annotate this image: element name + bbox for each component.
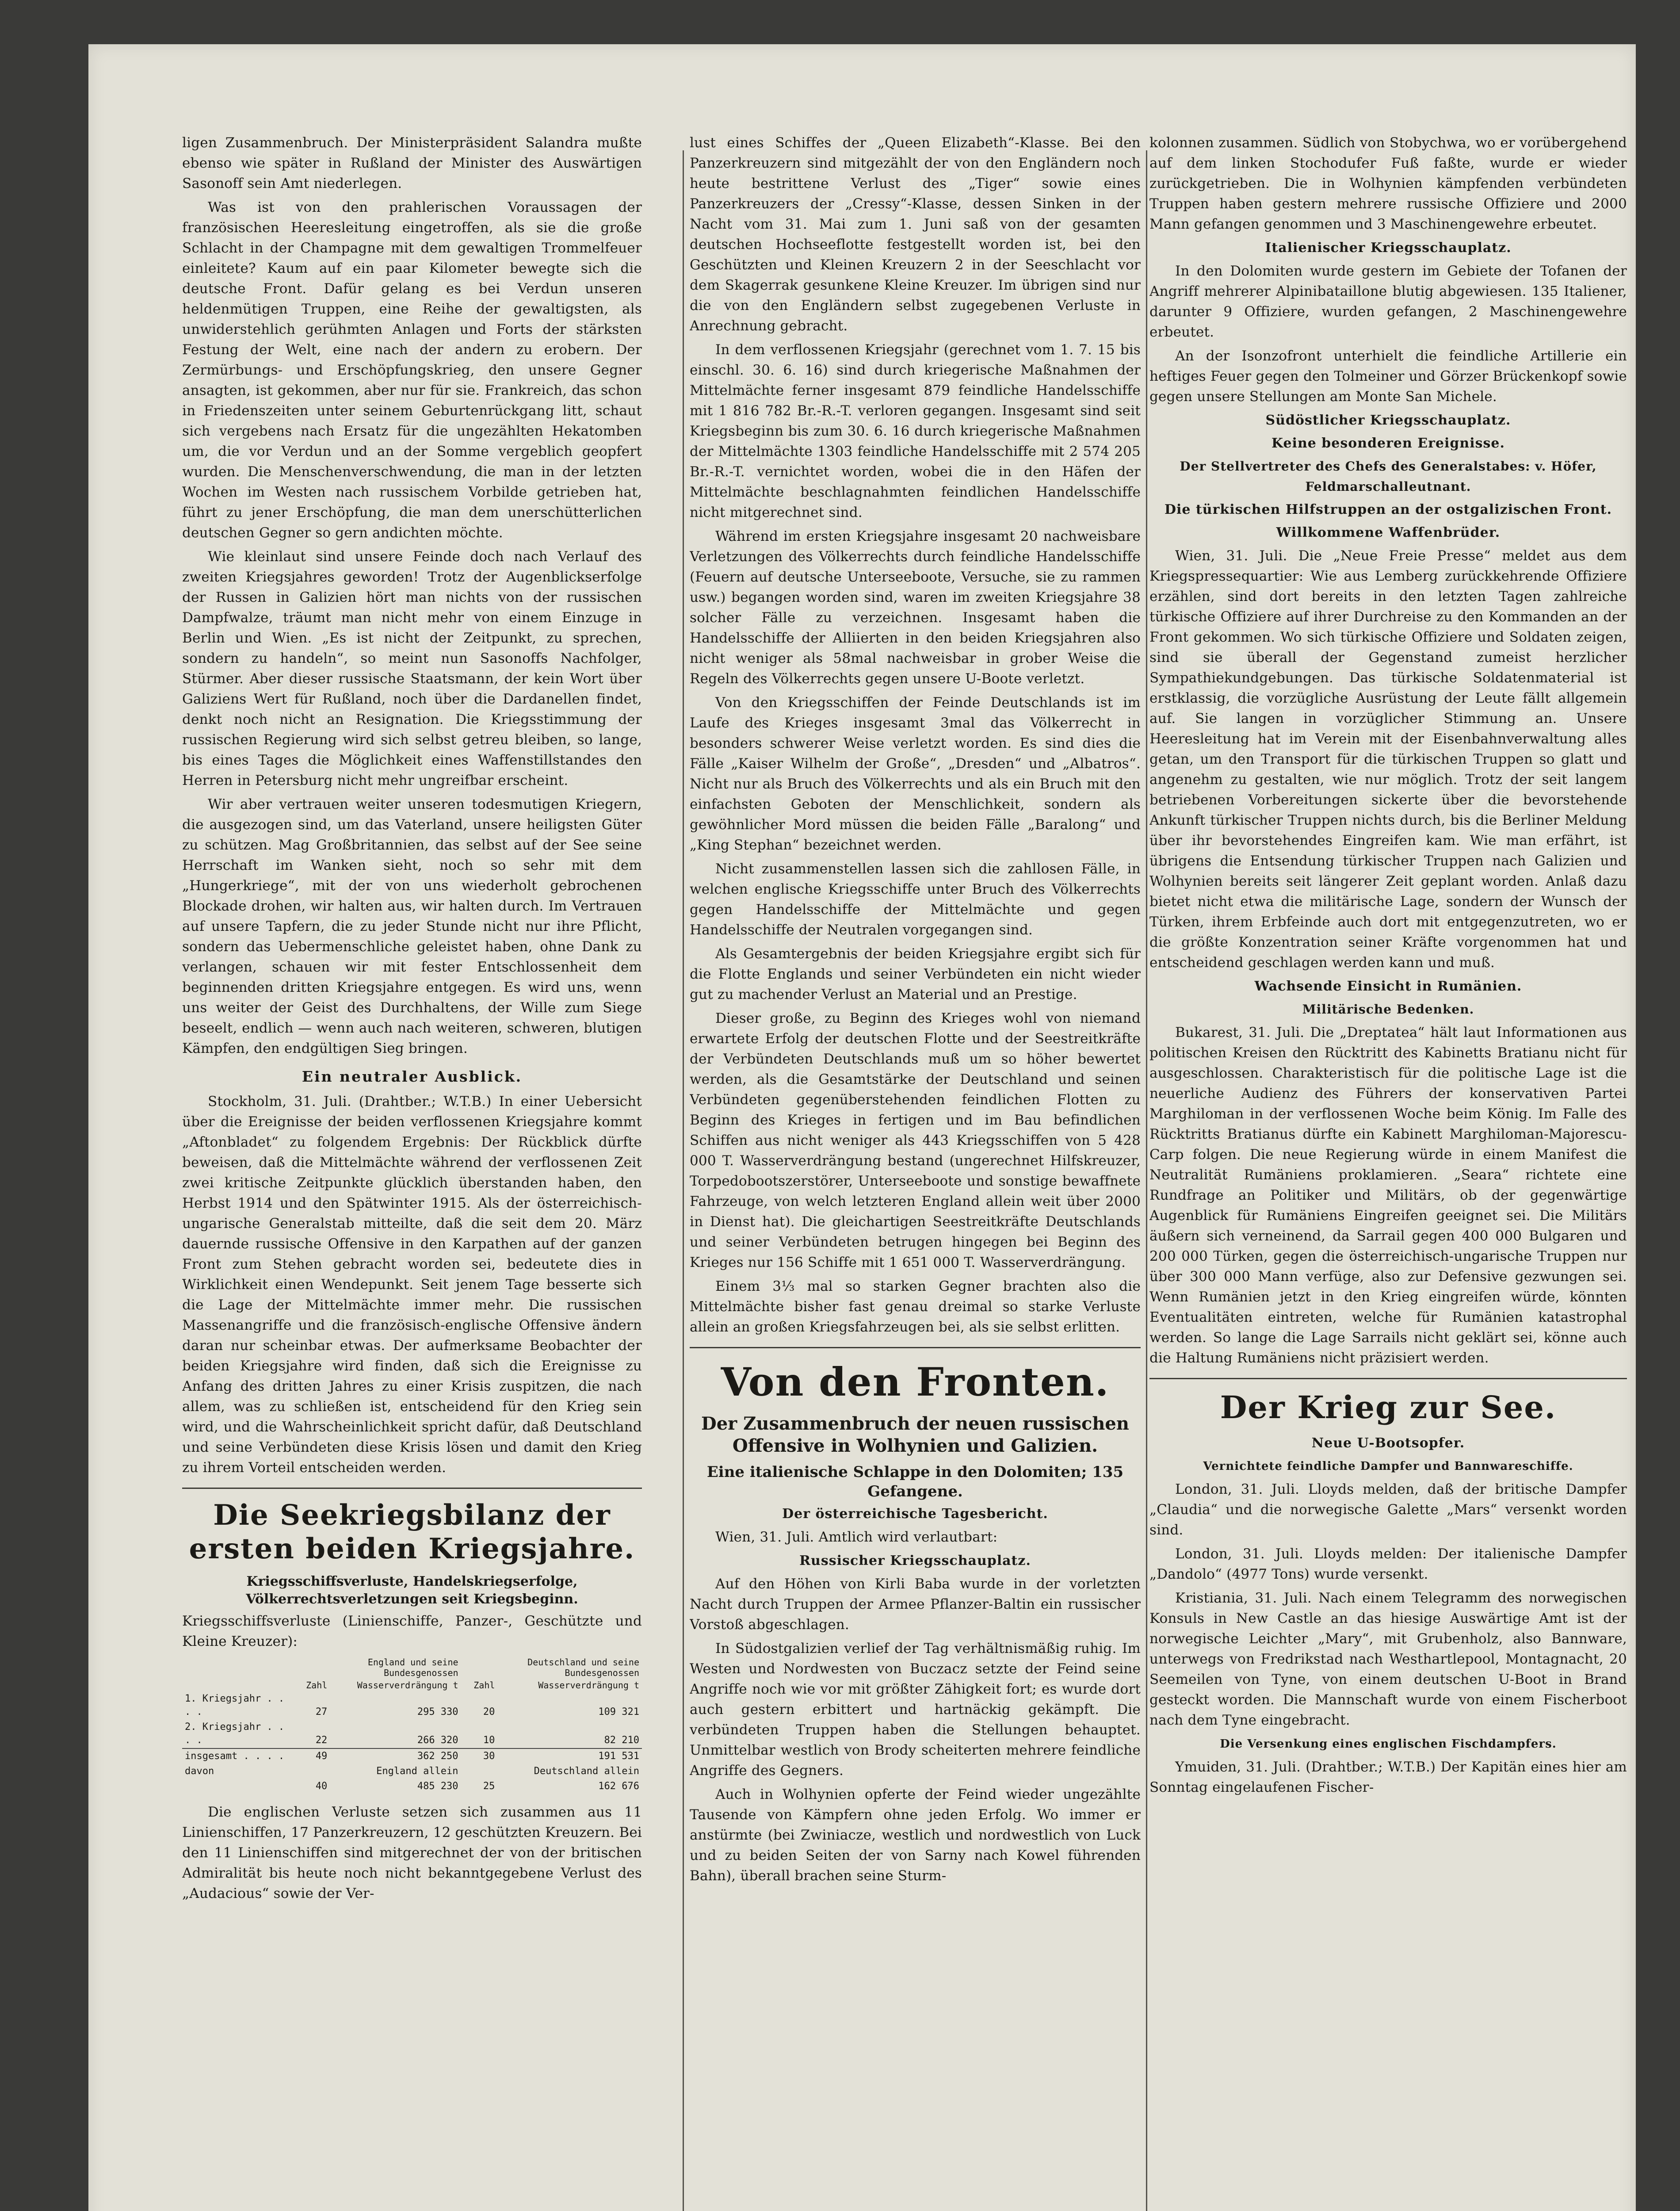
- section-heading: Italienischer Kriegsschauplatz.: [1265, 240, 1512, 256]
- article-paragraph: Kriegsschiffsverluste (Linienschiffe, Panzer-, Geschützte und Kleine Kreuzer):: [182, 1613, 642, 1649]
- newspaper-page: [88, 44, 1636, 2211]
- column-rule: [1146, 150, 1147, 2211]
- table-cell: davon: [185, 1766, 214, 1777]
- section-heading: Der österreichische Tagesbericht.: [782, 1506, 1048, 1522]
- article-paragraph: Wien, 31. Juli. Die „Neue Freie Presse“ meldet aus dem Kriegspressequartier: Wie aus Lemberg zurückkehrende Offiziere erzählen, sind dort bereits in den letzten Tagen zahlreiche türkische Offiziere auf ihrer Durchreise zu den Kommanden an der Front gekommen. Wo sich türkische Offiziere und Soldaten zeigen, sind sie überall der Gegenstand zumeist herzlicher Sympathiekundgebungen. Das türkische Soldatenmaterial ist erstklassig, die vorzügliche Ausrüstung der Leute fällt allgemein auf. Sie langen in vorzüglicher Stimmung an. Unsere Heeresleitung hat im Verein mit der Eisenbahnverwaltung alles getan, um den Transport für die türkischen Truppen so glatt und angenehm zu gestalten, wie nur möglich. Trotz der seit langem betriebenen Vorbereitungen sickerte über die bevorstehende Ankunft türkischer Truppen nichts durch, bis die Berliner Meldung über ihr bevorstehendes Eingreifen kam. Wie man erfährt, ist übrigens die Entsendung türkischer Truppen nach Galizien und Wolhynien bereits seit längerer Zeit geplant worden. Anlaß dazu bietet nicht etwa die militärische Lage, sondern der Wunsch der Türken, ihrem Erbfeinde auch dort mit entgegenzutreten, wo er die größte Konzentration seiner Kräfte vorgenommen hat und entscheidend geschlagen werden kann und muß.: [1149, 548, 1627, 971]
- article-paragraph: Stockholm, 31. Juli. (Drahtber.; W.T.B.) In einer Uebersicht über die Ereignisse der beiden verflossenen Kriegsjahre kommt „Aftonbladet“ zu folgendem Ergebnis: Der Rückblick dürfte beweisen, daß die Mittelmächte während der verflossenen Zeit zwei kritische Zeitpunkte glücklich überstanden haben, den Herbst 1914 und den Spätwinter 1915. Als der österreichisch-ungarische Generalstab mitteilte, daß die seit dem 20. März dauernde russische Offensive in den Karpathen auf der ganzen Front zum Stehen gebracht worden sei, bedeutete dies in Wirklichkeit einen Wendepunkt. Seit jenem Tage besserte sich die Lage der Mittelmächte immer mehr. Die russischen Massenangriffe und die französisch-englische Offensive ändern daran nur scheinbar etwas. Der aufmerksame Beobachter der beiden Kriegsjahre wird finden, daß sich die Ereignisse zu Anfang des dritten Jahres zu einer Krisis zuspitzen, die nach allem, was zu schließen ist, entscheidend für den Krieg sein wird, und die Wahrscheinlichkeit spricht dafür, daß Deutschland und seine Verbündeten diese Krisis lösen und damit den Krieg zu ihrem Vorteil entscheiden werden.: [182, 1094, 642, 1476]
- table-cell: 295 330: [417, 1706, 458, 1718]
- article-deck: Eine italienische Schlappe in den Dolomiten; 135 Gefangene.: [706, 1463, 1124, 1500]
- section-subheading: Vernichtete feindliche Dampfer und Bannwareschiffe.: [1203, 1460, 1573, 1473]
- article-banner: Der Krieg zur See.: [1220, 1389, 1557, 1426]
- article-paragraph: Wien, 31. Juli. Amtlich wird verlautbart:: [715, 1529, 998, 1545]
- column-rule: [683, 150, 684, 2211]
- article-paragraph: Auch in Wolhynien opferte der Feind wieder ungezählte Tausende von Kämpfern ohne jeden Erfolg. Wo immer er anstürmte (bei Zwiniacze, westlich und nordwestlich von Luck und zu beiden Seiten der von Sarny nach Kowel führenden Bahn), überall brachen seine Sturm-: [690, 1786, 1141, 1884]
- article-banner: Von den Fronten.: [721, 1359, 1110, 1405]
- article-paragraph: Von den Kriegsschiffen der Feinde Deutschlands ist im Laufe des Krieges insgesamt 3mal das Völkerrecht in besonders schwerer Weise verletzt worden. Es sind dies die Fälle „Kaiser Wilhelm der Große“, „Dresden“ und „Albatros“. Nicht nur als Bruch des Völkerrechts und als ein Bruch mit den einfachsten Geboten der Menschlichkeit, sondern als gewöhnlicher Mord müssen die beiden Fälle „Baralong“ und „King Stephan“ bezeichnet werden.: [690, 695, 1141, 853]
- article-paragraph: In dem verflossenen Kriegsjahr (gerechnet vom 1. 7. 15 bis einschl. 30. 6. 16) sind durch kriegerische Maßnahmen der Mittelmächte ferner insgesamt 879 feindliche Handelsschiffe mit 1 816 782 Br.-R.-T. verloren gegangen. Insgesamt sind seit Kriegsbeginn bis zum 30. 6. 16 durch kriegerische Maßnahmen der Mittelmächte 1303 feindliche Handelsschiffe mit 2 574 205 Br.-R.-T. vernichtet worden, wobei die in den Häfen der Mittelmächte beschlagnahmten feindlichen Handelsschiffe nicht mitgerechnet sind.: [690, 342, 1141, 520]
- section-divider: [1149, 1378, 1627, 1379]
- table-cell: 1. Kriegsjahr . . . .: [185, 1693, 285, 1718]
- table-header: England und seine Bundesgenossen: [367, 1657, 458, 1678]
- article-paragraph: In Südostgalizien verlief der Tag verhältnismäßig ruhig. Im Westen und Nordwesten von Buczacz setzte der Feind seine Angriffe noch wie vor mit größter Zähigkeit fort; es wurde dort auch gestern erbittert und hartnäckig gekämpft. Die verbündeten Truppen haben die Stellungen behauptet. Unmittelbar westlich von Brody scheiterten mehrere feindliche Angriffe des Gegners.: [690, 1641, 1141, 1779]
- article-headline: Der Zusammenbruch der neuen russischen Offensive in Wolhynien und Galizien.: [701, 1413, 1129, 1456]
- table-cell: 27: [315, 1706, 328, 1718]
- section-divider: [182, 1488, 642, 1489]
- table-row: [182, 1748, 642, 1764]
- table-cell: 109 321: [598, 1706, 639, 1718]
- table-row: [182, 1764, 642, 1779]
- article-paragraph: Ymuiden, 31. Juli. (Drahtber.; W.T.B.) Der Kapitän eines hier am Sonntag eingelaufenen Fischer-: [1149, 1759, 1627, 1795]
- table-header: Wasserverdrängung t: [357, 1680, 458, 1691]
- table-cell: 10: [483, 1735, 495, 1746]
- article-paragraph: Während im ersten Kriegsjahre insgesamt 20 nachweisbare Verletzungen des Völkerrechts durch feindliche Handelsschiffe (Feuern auf deutsche Unterseeboote, Versuche, sie zu rammen usw.) begangen worden sind, waren im zweiten Kriegsjahre 38 solcher Fälle zu verzeichnen. Insgesamt haben die Handelsschiffe der Alliierten in den beiden Kriegsjahren also nicht weniger als 58mal nachweisbar in grober Weise die Regeln des Völkerrechts gegen unsere U-Boote verletzt.: [690, 528, 1141, 687]
- table-cell: 485 230: [417, 1781, 458, 1792]
- article-paragraph: London, 31. Juli. Lloyds melden: Der italienische Dampfer „Dandolo“ (4977 Tons) wurde versenkt.: [1149, 1546, 1627, 1582]
- section-subheading: Die Versenkung eines englischen Fischdampfers.: [1220, 1737, 1557, 1751]
- table-row: [182, 1691, 642, 1720]
- table-header: Deutschland und seine Bundesgenossen: [527, 1657, 639, 1678]
- article-paragraph: Kristiania, 31. Juli. Nach einem Telegramm des norwegischen Konsuls in New Castle an das hiesige Auswärtige Amt ist der norwegische Leichter „Mary“, mit Grubenholz, also Bannware, unterwegs von Fredrikstad nach Westhartlepool, Montagnacht, 20 Seemeilen von Tyne, von einem deutschen U-Boot in Brand gesteckt worden. Die Mannschaft wurde von einem Fischerboot nach dem Tyne eingebracht.: [1149, 1590, 1627, 1728]
- section-heading: Südöstlicher Kriegsschauplatz.: [1265, 413, 1511, 428]
- article-paragraph: London, 31. Juli. Lloyds melden, daß der britische Dampfer „Claudia“ und die norwegische Galette „Mars“ versenkt worden sind.: [1149, 1481, 1627, 1538]
- table-cell: 82 210: [604, 1735, 639, 1746]
- table-row: [182, 1720, 642, 1748]
- table-cell: 22: [315, 1735, 328, 1746]
- table-cell: 25: [483, 1781, 495, 1792]
- section-subheading: Willkommene Waffenbrüder.: [1276, 525, 1501, 540]
- table-cell: 362 250: [330, 1748, 461, 1764]
- table-header: Zahl: [306, 1680, 328, 1691]
- table-cell: 162 676: [598, 1781, 639, 1792]
- article-paragraph: Die englischen Verluste setzen sich zusammen aus 11 Linienschiffen, 17 Panzerkreuzern, 12 geschützten Kreuzern. Bei den 11 Linienschiffen sind mitgerechnet der von der britischen Admiralität bis heute noch nicht bekanntgegebene Verlust des „Audacious“ sowie der Ver-: [182, 1804, 642, 1901]
- column-3: [1149, 133, 1627, 2211]
- article-paragraph: lust eines Schiffes der „Queen Elizabeth“-Klasse. Bei den Panzerkreuzern sind mitgezählt der von den Engländern noch heute bestrittene Verlust des „Tiger“ sowie eines Panzerkreuzers der „Cressy“-Klasse, dessen Sinken in der Nacht vom 31. Mai zum 1. Juni saß von der gesamten deutschen Hochseeflotte festgestellt worden ist, bei den Geschützten und Kleinen Kreuzern 2 in der Seeschlacht vor dem Skagerrak gesunkene Kleine Kreuzer. Im übrigen sind nur die von den Engländern selbst zugegebenen Verluste in Anrechnung gebracht.: [690, 135, 1141, 334]
- table-cell: 2. Kriegsjahr . . . .: [185, 1721, 285, 1746]
- article-banner: Die Seekriegsbilanz der ersten beiden Kriegsjahre.: [189, 1499, 635, 1565]
- column-2: [690, 133, 1141, 2211]
- table-cell: 40: [315, 1781, 328, 1792]
- article-paragraph: Was ist von den prahlerischen Voraussagen der französischen Heeresleitung eingetroffen, als sie die große Schlacht in der Champagne mit dem gewaltigen Trommelfeuer einleitete? Kaum auf ein paar Kilometer bewegte sich die deutsche Front. Dafür gelang es bei Verdun unseren heldenmütigen Truppen, eine Reihe der gewaltigsten, als unwiderstehlich gerühmten Anlagen und Forts der stärksten Festung der Welt, eine nach der andern zu erobern. Der Zermürbungs- und Erschöpfungskrieg, den unsere Gegner ansagten, ist gekommen, aber nur für sie. Frankreich, das schon in Friedenszeiten unter seinem Geburtenrückgang litt, schaut sich vergebens nach Ersatz für die ungezählten Hekatomben um, die vor Verdun und an der Somme vergeblich geopfert wurden. Die Menschenverschwendung, die man in der letzten Wochen im Westen nach russischem Vorbilde getrieben hat, führt zu jener Erschöpfung, die man dem unerschütterlichen deutschen Gegner so gern andichten möchte.: [182, 199, 642, 541]
- section-heading: Die türkischen Hilfstruppen an der ostgalizischen Front.: [1164, 502, 1612, 517]
- article-paragraph: Einem 3⅓ mal so starken Gegner brachten also die Mittelmächte bisher fast genau dreimal so starke Verluste allein an großen Kriegsfahrzeugen bei, als sie selbst erlitten.: [690, 1278, 1141, 1335]
- signature-line: Der Stellvertreter des Chefs des Generalstabes: v. Höfer, Feldmarschalleutnant.: [1180, 459, 1597, 494]
- article-paragraph: Wir aber vertrauen weiter unseren todesmutigen Kriegern, die ausgezogen sind, um das Vaterland, unsere heiligsten Güter zu schützen. Mag Großbritannien, das selbst auf der See seine Herrschaft im Wanken sieht, noch so sehr mit dem „Hungerkriege“, mit der von uns wiederholt gebrochenen Blockade drohen, wir halten aus, wir halten durch. Im Vertrauen auf unsere Tapfern, die zu jeder Stunde nicht nur ihre Pflicht, sondern das Uebermenschliche geleistet haben, ohne Dank zu verlangen, schauen wir mit fester Entschlossenheit dem beginnenden dritten Kriegsjahre entgegen. Es wird uns, wenn uns weiter der Geist des Durchhaltens, der Wille zum Siege beseelt, endlich — wenn auch nach weiteren, schweren, blutigen Kämpfen, den endgültigen Sieg bringen.: [182, 796, 642, 1056]
- article-paragraph: Auf den Höhen von Kirli Baba wurde in der vorletzten Nacht durch Truppen der Armee Pflanzer-Baltin ein russischer Vorstoß abgeschlagen.: [690, 1576, 1141, 1633]
- section-heading: Wachsende Einsicht in Rumänien.: [1254, 979, 1522, 994]
- table-cell: 266 320: [417, 1735, 458, 1746]
- table-cell: 191 531: [497, 1748, 642, 1764]
- article-paragraph: Als Gesamtergebnis der beiden Kriegsjahre ergibt sich für die Flotte Englands und seiner Verbündeten ein nicht wieder gut zu machender Verlust an Material und an Prestige.: [690, 946, 1141, 1002]
- table-cell: 49: [297, 1748, 330, 1764]
- table-cell: Deutschland allein: [534, 1766, 639, 1777]
- article-paragraph: kolonnen zusammen. Südlich von Stobychwa, wo er vorübergehend auf dem linken Stochodufer Fuß faßte, wurde er wieder zurückgetrieben. Die in Wolhynien kämpfenden verbündeten Truppen haben gestern mehrere russische Offiziere und 2000 Mann gefangen genommen und 3 Maschinengewehre erbeutet.: [1149, 135, 1627, 232]
- table-cell: England allein: [376, 1766, 458, 1777]
- section-divider: [690, 1347, 1141, 1348]
- table-cell: 30: [461, 1748, 498, 1764]
- column-1: [182, 133, 642, 2211]
- table-header: Wasserverdrängung t: [538, 1680, 639, 1691]
- article-paragraph: Bukarest, 31. Juli. Die „Dreptatea“ hält laut Informationen aus politischen Kreisen den Rücktritt des Kabinetts Bratianu nicht für ausgeschlossen. Charakteristisch für die politische Lage ist die neuerliche Audienz des Führers der konservativen Partei Marghiloman in der verflossenen Woche beim König. Im Falle des Rücktritts Bratianus dürfte ein Kabinett Marghiloman-Majorescu-Carp folgen. Die neue Regierung würde in einem Manifest die Neutralität Rumäniens proklamieren. „Seara“ richtete eine Rundfrage an Politiker und Militärs, ob der gegenwärtige Augenblick für Rumäniens Eingreifen geeignet sei. Die Militärs äußern sich verneinend, da Sarrail gegen 400 000 Bulgaren und 200 000 Türken, gegen die österreichisch-ungarische Truppen nur über 300 000 Mann verfüge, also zur Defensive gezwungen sei. Wenn Rumänien jetzt in den Krieg eingreifen würde, könnten Eventualitäten eintreten, welche für Rumänien katastrophal werden. So lange die Lage Sarrails nicht geklärt sei, könne auch die Haltung Rumäniens nicht präzisiert werden.: [1149, 1025, 1627, 1366]
- section-heading: Keine besonderen Ereignisse.: [1271, 436, 1505, 451]
- article-deck: Kriegsschiffsverluste, Handelskriegserfolge, Völkerrechtsverletzungen seit Kriegsbeginn.: [246, 1574, 578, 1607]
- article-paragraph: Nicht zusammenstellen lassen sich die zahllosen Fälle, in welchen englische Kriegsschiffe unter Bruch des Völkerrechts gegen Handelsschiffe der Mittelmächte und gegen Handelsschiffe der Neutralen vorgegangen sind.: [690, 861, 1141, 938]
- article-paragraph: Wie kleinlaut sind unsere Feinde doch nach Verlauf des zweiten Kriegsjahres geworden! Trotz der Augenblickserfolge der Russen in Galizien hört man nichts von der russischen Dampfwalze, träumt man nicht mehr von einem Einzuge in Berlin und Wien. „Es ist nicht der Zeitpunkt, zu sprechen, sondern zu handeln“, so meint nun Sasonoffs Nachfolger, Stürmer. Aber dieser russische Staatsmann, der kein Wort über Galiziens Wert für Rußland, noch über die Dardanellen findet, denkt noch nicht an Resignation. Die Kriegsstimmung der russischen Regierung wird sich selbst getreu bleiben, so lange, bis eines Tages die Möglichkeit eines Waffenstillstandes den Herren in Petersburg nicht mehr ungreifbar erscheint.: [182, 549, 642, 788]
- article-paragraph: ligen Zusammenbruch. Der Ministerpräsident Salandra mußte ebenso wie später in Rußland der Minister des Auswärtigen Sasonoff sein Amt niederlegen.: [182, 135, 642, 191]
- article-paragraph: An der Isonzofront unterhielt die feindliche Artillerie ein heftiges Feuer gegen den Tolmeiner und Görzer Brückenkopf sowie gegen unsere Stellungen am Monte San Michele.: [1149, 348, 1627, 405]
- section-heading: Neue U-Bootsopfer.: [1311, 1435, 1465, 1451]
- table-row: [182, 1779, 642, 1794]
- table-cell: 20: [483, 1706, 495, 1718]
- section-subheading: Militärische Bedenken.: [1302, 1002, 1474, 1017]
- table-header: Zahl: [473, 1680, 495, 1691]
- article-paragraph: In den Dolomiten wurde gestern im Gebiete der Tofanen der Angriff mehrerer Alpinibataillone blutig abgewiesen. 135 Italiener, darunter 9 Offiziere, wurden gefangen, 2 Maschinengewehre erbeutet.: [1149, 263, 1627, 340]
- article-paragraph: Dieser große, zu Beginn des Krieges wohl von niemand erwartete Erfolg der deutschen Flotte und der Seestreitkräfte der Verbündeten Deutschlands muß um so höher bewertet werden, als die Gesamtstärke der Deutschland und seinen Verbündeten gegenüberstehenden feindlichen Flotten zu Beginn des Krieges in fertigen und im Bau befindlichen Schiffen aus nicht weniger als 443 Kriegsschiffen von 5 428 000 T. Wasserverdrängung bestand (ungerechnet Hilfskreuzer, Torpedobootszerstörer, Unterseeboote und sonstige bewaffnete Fahrzeuge, von welch letzteren England allein weit über 2000 in Dienst hat). Die gleichartigen Seestreitkräfte Deutschlands und seiner Verbündeten betrugen hingegen bei Beginn des Krieges nur 156 Schiffe mit 1 651 000 T. Wasserverdrängung.: [690, 1010, 1141, 1270]
- section-heading: Ein neutraler Ausblick.: [302, 1068, 523, 1085]
- losses-table: [182, 1656, 642, 1794]
- section-heading: Russischer Kriegsschauplatz.: [799, 1553, 1031, 1568]
- table-cell: insgesamt . . . .: [182, 1748, 297, 1764]
